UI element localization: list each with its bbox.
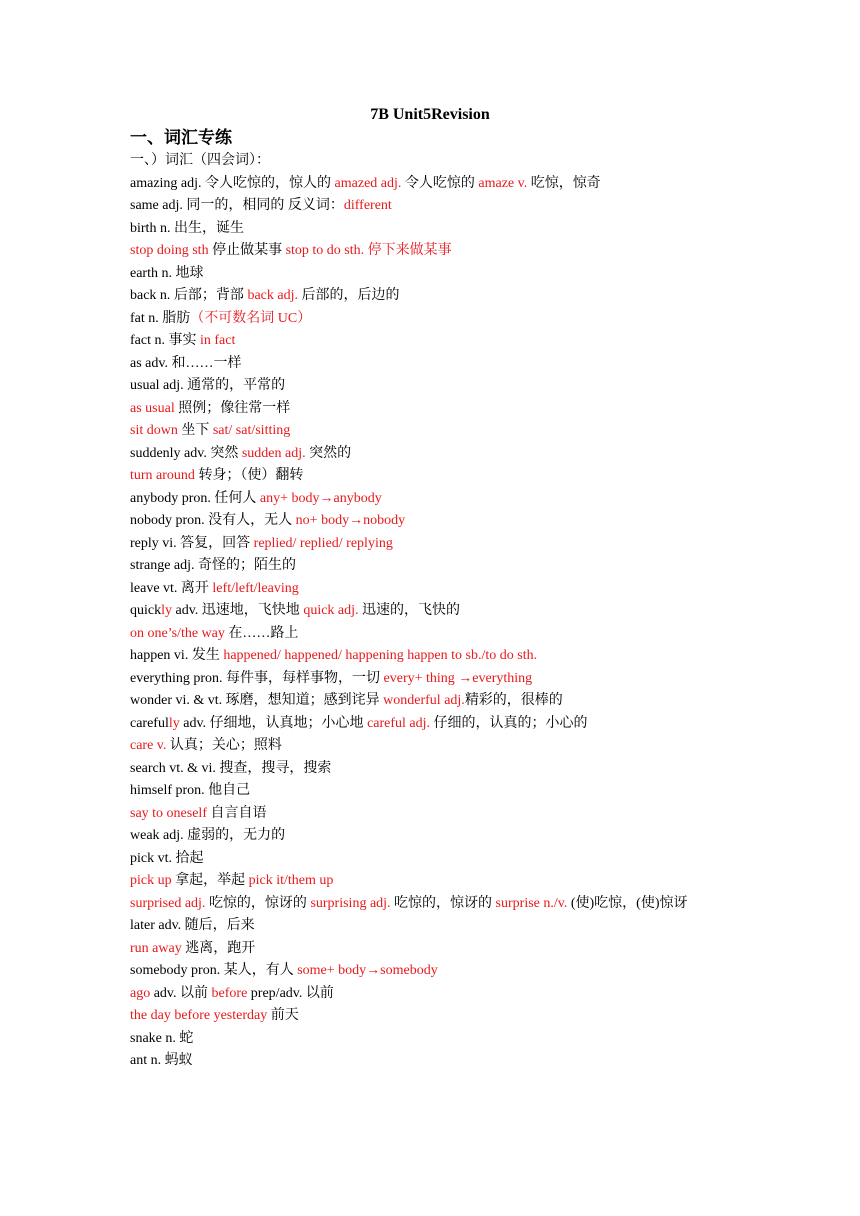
text-segment: (使)吃惊，(使)惊讶 bbox=[570, 895, 688, 911]
text-segment: back n. 后部；背部 bbox=[130, 288, 248, 303]
document-title: 7B Unit5Revision bbox=[370, 106, 490, 123]
vocab-line bbox=[130, 960, 740, 983]
text-segment: 照例；像往常一样 bbox=[178, 400, 291, 416]
vocab-line bbox=[130, 375, 740, 398]
highlighted-text: happened/ happened/ happening happen to sb./to do sth. bbox=[223, 648, 538, 663]
text-segment: 拿起，举起 bbox=[175, 873, 249, 888]
vocab-line bbox=[130, 915, 740, 938]
vocab-line bbox=[130, 150, 740, 173]
text-segment: leave vt. 离开 bbox=[130, 580, 213, 596]
text-segment: strange adj. 奇怪的；陌生的 bbox=[130, 558, 297, 573]
text-segment: somebody pron. 某人，有人 bbox=[130, 963, 298, 978]
highlighted-text: on one’s/the way bbox=[130, 625, 229, 641]
text-segment: 停止做某事 bbox=[212, 243, 286, 258]
highlighted-text: turn around bbox=[130, 468, 199, 483]
highlighted-text: say to oneself bbox=[130, 805, 211, 821]
vocab-line bbox=[130, 398, 740, 421]
text-segment: ant n. 蚂蚁 bbox=[130, 1053, 193, 1068]
text-segment: weak adj. 虚弱的，无力的 bbox=[130, 828, 286, 843]
highlighted-text: replied/ replied/ replying bbox=[253, 535, 393, 551]
highlighted-text: amazed adj. bbox=[334, 175, 405, 191]
text-segment: later adv. 随后，后来 bbox=[130, 918, 255, 933]
vocab-line bbox=[130, 938, 740, 961]
vocab-line bbox=[130, 1005, 740, 1028]
vocab-line bbox=[130, 488, 740, 511]
text-segment: pick vt. 拾起 bbox=[130, 850, 204, 866]
highlighted-text: left/left/leaving bbox=[212, 580, 299, 596]
vocab-line bbox=[130, 263, 740, 286]
text-segment: adv. 以前 bbox=[153, 985, 212, 1001]
text-segment: as adv. 和……一样 bbox=[130, 355, 242, 371]
text-segment: himself pron. 他自己 bbox=[130, 783, 251, 798]
highlighted-text: pick it/them up bbox=[248, 873, 334, 888]
vocab-line bbox=[130, 668, 740, 691]
vocab-line bbox=[130, 870, 740, 893]
highlighted-text: sit down bbox=[130, 423, 182, 438]
vocabulary-list bbox=[130, 150, 740, 1073]
text-segment: quick bbox=[130, 603, 162, 618]
text-segment: 前天 bbox=[270, 1008, 299, 1023]
vocab-line bbox=[130, 420, 740, 443]
vocab-line bbox=[130, 443, 740, 466]
highlighted-text: quick adj. bbox=[303, 603, 363, 618]
highlighted-text: back adj. bbox=[247, 288, 302, 303]
highlighted-text: care v. bbox=[130, 738, 170, 753]
highlighted-text: sat/ sat/sitting bbox=[212, 423, 291, 438]
highlighted-text: careful adj. bbox=[367, 715, 434, 731]
text-segment: same adj. 同一的，相同的 反义词： bbox=[130, 198, 344, 213]
vocab-line bbox=[130, 780, 740, 803]
section-heading: 一、词汇专练 bbox=[130, 128, 232, 147]
text-segment: 精彩的，很棒的 bbox=[464, 693, 563, 708]
text-segment: earth n. 地球 bbox=[130, 265, 204, 281]
vocab-line bbox=[130, 533, 740, 556]
highlighted-text: wonderful adj. bbox=[383, 693, 465, 708]
vocab-line bbox=[130, 983, 740, 1006]
vocab-line bbox=[130, 803, 740, 826]
text-segment: 坐下 bbox=[181, 423, 213, 438]
vocab-line bbox=[130, 195, 740, 218]
text-segment: 逃离，跑开 bbox=[185, 940, 256, 956]
text-segment: usual adj. 通常的，平常的 bbox=[130, 378, 286, 393]
text-segment: reply vi. 答复，回答 bbox=[130, 535, 254, 551]
text-segment: search vt. & vi. 搜查，搜寻，搜索 bbox=[130, 760, 332, 776]
text-segment: fat n. 脂肪 bbox=[130, 310, 191, 326]
vocab-line bbox=[130, 690, 740, 713]
text-segment: careful bbox=[130, 715, 169, 731]
vocab-line bbox=[130, 735, 740, 758]
highlighted-text: ago bbox=[130, 985, 154, 1001]
vocab-line bbox=[130, 555, 740, 578]
highlighted-text: different bbox=[343, 198, 392, 213]
text-segment: anybody pron. 任何人 bbox=[130, 490, 260, 506]
vocab-line bbox=[130, 330, 740, 353]
highlighted-text: amaze v. bbox=[478, 175, 531, 191]
text-segment: 转身；（使）翻转 bbox=[198, 468, 304, 483]
vocab-line bbox=[130, 645, 740, 668]
vocab-line bbox=[130, 600, 740, 623]
text-segment: nobody pron. 没有人，无人 bbox=[130, 513, 296, 528]
vocab-line bbox=[130, 1050, 740, 1073]
text-segment: 突然的 bbox=[309, 445, 352, 461]
text-segment: 认真；关心；照料 bbox=[169, 738, 282, 753]
text-segment: prep/adv. 以前 bbox=[250, 985, 334, 1001]
vocab-line bbox=[130, 240, 740, 263]
text-segment: 自言自语 bbox=[210, 805, 267, 821]
text-segment: 仔细的，认真的；小心的 bbox=[433, 715, 588, 731]
highlighted-text: some+ body→somebody bbox=[297, 963, 438, 978]
text-segment: adv. 迅速地，飞快地 bbox=[172, 603, 304, 618]
text-segment: 迅速的，飞快的 bbox=[362, 603, 461, 618]
text-segment: happen vi. 发生 bbox=[130, 648, 224, 663]
vocab-line bbox=[130, 713, 740, 736]
vocab-line bbox=[130, 510, 740, 533]
highlighted-text: ly bbox=[161, 603, 172, 618]
text-segment: adv. 仔细地，认真地；小心地 bbox=[179, 715, 368, 731]
vocab-line bbox=[130, 308, 740, 331]
text-segment: 在……路上 bbox=[228, 625, 299, 641]
vocab-line bbox=[130, 285, 740, 308]
text-segment: 一、）词汇（四会词）： bbox=[130, 153, 270, 168]
highlighted-text: pick up bbox=[130, 873, 176, 888]
text-segment: birth n. 出生，诞生 bbox=[130, 220, 244, 236]
vocab-line bbox=[130, 218, 740, 241]
highlighted-text: stop doing sth bbox=[130, 243, 213, 258]
vocab-line bbox=[130, 1028, 740, 1051]
highlighted-text: （不可数名词 UC） bbox=[190, 310, 312, 326]
highlighted-text: surprise n./v. bbox=[495, 895, 571, 911]
highlighted-text: no+ body→nobody bbox=[295, 513, 406, 528]
highlighted-text: run away bbox=[130, 940, 186, 956]
vocab-line bbox=[130, 825, 740, 848]
text-segment: 吃惊的，惊讶的 bbox=[208, 895, 311, 911]
highlighted-text: sudden adj. bbox=[241, 445, 310, 461]
highlighted-text: stop to do sth. 停下来做某事 bbox=[285, 243, 452, 258]
highlighted-text: surprised adj. bbox=[130, 895, 209, 911]
highlighted-text: surprising adj. bbox=[310, 895, 395, 911]
vocab-line bbox=[130, 893, 740, 916]
highlighted-text: in fact bbox=[199, 333, 236, 348]
text-segment: snake n. 蛇 bbox=[130, 1030, 194, 1046]
vocab-line bbox=[130, 578, 740, 601]
highlighted-text: as usual bbox=[130, 400, 179, 416]
highlighted-text: ly bbox=[168, 715, 180, 731]
text-segment: wonder vi. & vt. 琢磨，想知道；感到诧异 bbox=[130, 693, 384, 708]
text-segment: 令人吃惊的 bbox=[404, 175, 479, 191]
highlighted-text: before bbox=[211, 985, 251, 1001]
vocab-line bbox=[130, 848, 740, 871]
highlighted-text: any+ body→anybody bbox=[259, 490, 382, 506]
vocab-line bbox=[130, 623, 740, 646]
vocab-line bbox=[130, 353, 740, 376]
vocab-line bbox=[130, 173, 740, 196]
highlighted-text: every+ thing →everything bbox=[383, 670, 533, 686]
text-segment: 吃惊，惊奇 bbox=[530, 175, 601, 191]
text-segment: amazing adj. 令人吃惊的，惊人的 bbox=[130, 175, 335, 191]
text-segment: everything pron. 每件事，每样事物，一切 bbox=[130, 670, 384, 686]
text-segment: 后部的，后边的 bbox=[301, 288, 400, 303]
text-segment: 吃惊的，惊讶的 bbox=[394, 895, 496, 911]
vocab-line bbox=[130, 465, 740, 488]
text-segment: fact n. 事实 bbox=[130, 333, 200, 348]
vocab-line bbox=[130, 758, 740, 781]
text-segment: suddenly adv. 突然 bbox=[130, 445, 242, 461]
highlighted-text: the day before yesterday bbox=[130, 1008, 271, 1023]
